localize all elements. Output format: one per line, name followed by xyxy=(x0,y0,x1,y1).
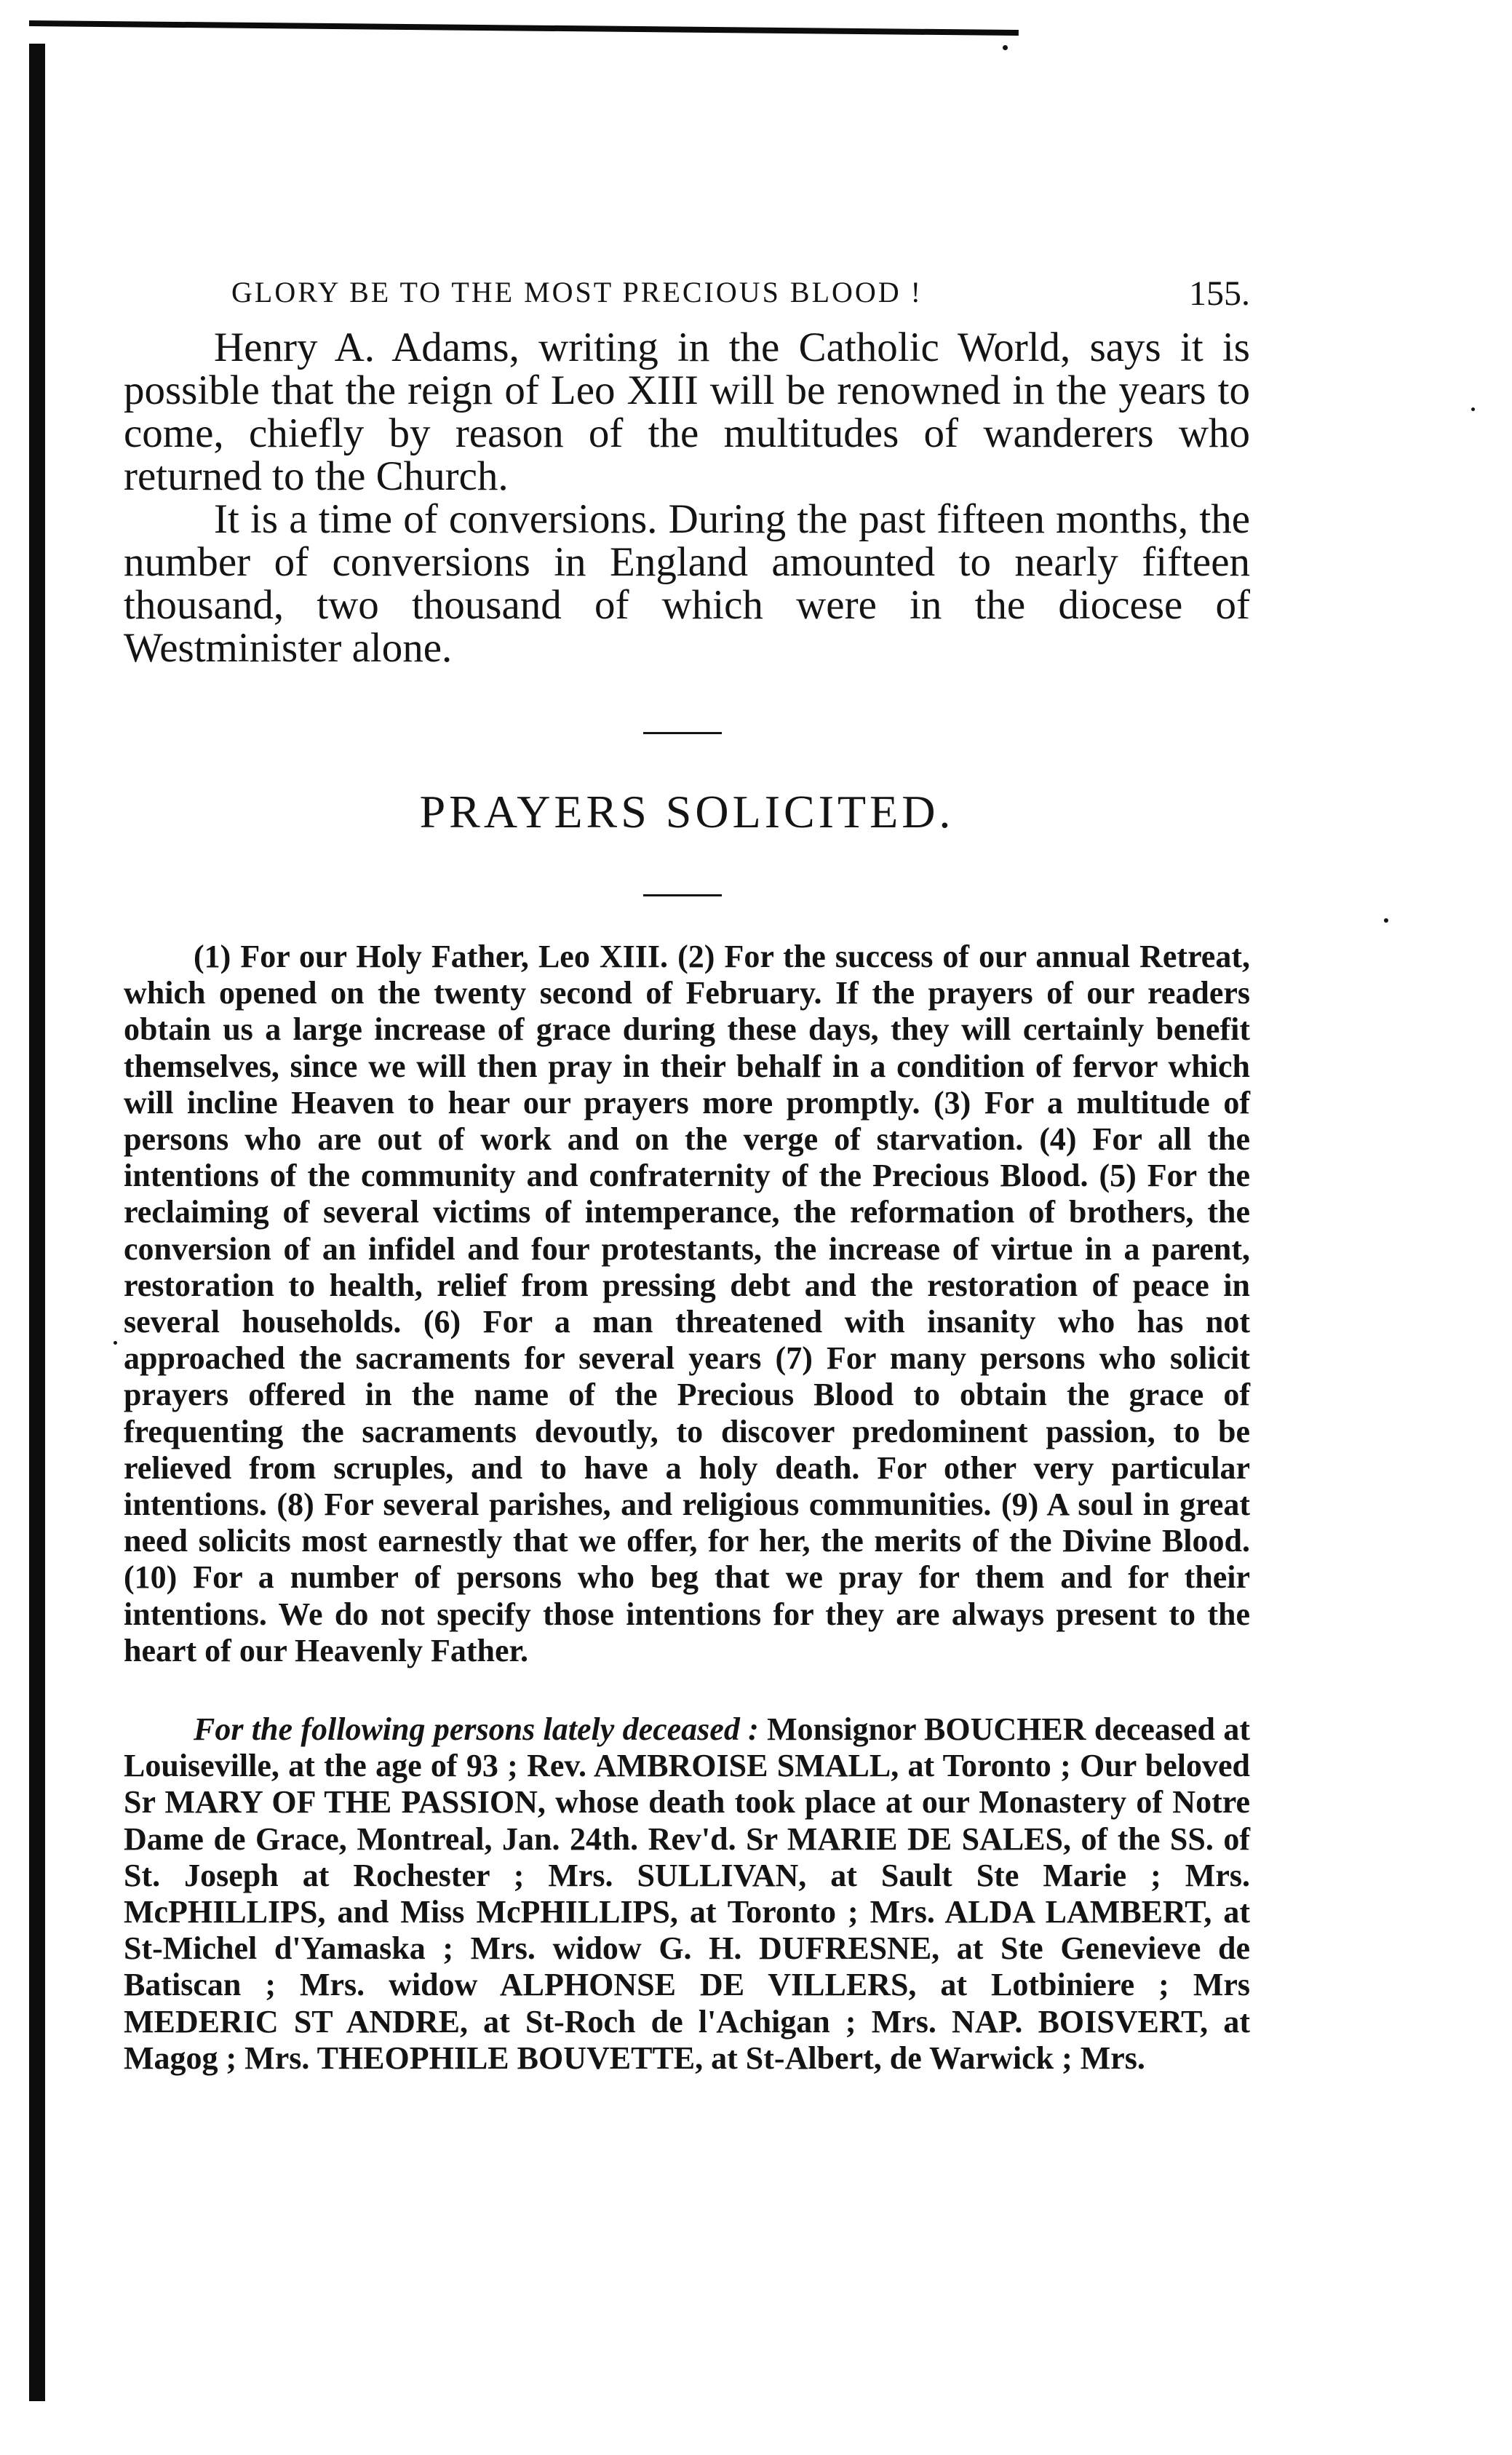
body-text xyxy=(124,326,1250,669)
deceased-lead: For the following persons lately deceased : xyxy=(194,1711,759,1748)
scan-border-left xyxy=(29,44,45,2401)
page-number: 155. xyxy=(1189,274,1250,313)
running-head xyxy=(124,275,1250,314)
paragraph-adams: Henry A. Adams, writing in the Catholic World, says it is possible that the reign of Leo XIII will be renowned in the years to come, chiefly by reason of the multitudes of wanderers who returned to the Church. xyxy=(124,325,1250,499)
scan-speck xyxy=(1471,407,1475,411)
deceased-list: Monsignor BOUCHER deceased at Louiseville, at the age of 93 ; Rev. AMBROISE SMALL, at Toronto ; Our beloved Sr MARY OF THE PASSION, whose death took place at our Monastery of Notre Dame de Grace, Montreal, Jan. 24th. Rev'd. Sr MARIE DE SALES, of the SS. of St. Joseph at Rochester ; Mrs. SULLIVAN, at Sault Ste Marie ; Mrs. McPHILLIPS, and Miss McPHILLIPS, at Toronto ; Mrs. ALDA LAMBERT, at St-Michel d'Yamaska ; Mrs. widow G. H. DUFRESNE, at Ste Genevieve de Batiscan ; Mrs. widow ALPHONSE DE VILLERS, at Lotbiniere ; Mrs MEDERIC ST ANDRE, at St-Roch de l'Achigan ; Mrs. NAP. BOISVERT, at Magog ; Mrs. THEOPHILE BOUVETTE, at St-Albert, de Warwick ; Mrs. xyxy=(124,1711,1251,2076)
scan-speck xyxy=(1384,918,1388,923)
paragraph-conversions: It is a time of conversions. During the past fifteen months, the number of conversions in England amounted to nearly fifteen thousand, two thousand of which were in the diocese of Westminister alone. xyxy=(124,496,1250,671)
prayers-paragraph: (1) For our Holy Father, Leo XIII. (2) For the success of our annual Retreat, which opened on the twenty second of February. If the prayers of our readers obtain us a large increase of grace during these days, they will certainly benefit themselves, since we will then pray in their behalf in a condition of fervor which will incline Heaven to hear our prayers more promptly. (3) For a multitude of persons who are out of work and on the verge of starvation. (4) For all the intentions of the community and confraternity of the Precious Blood. (5) For the reclaiming of several victims of intemperance, the reformation of brothers, the conversion of an infidel and four protestants, the increase of virtue in a parent, restoration to health, relief from pressing debt and the restoration of peace in several households. (6) For a man threatened with insanity who has not approached the sacraments for several years (7) For many persons who solicit prayers offered in the name of the Precious Blood to obtain the grace of frequenting the sacraments devoutly, to discover predominent passion, to be relieved from scruples, and to have a holy death. For other very particular intentions. (8) For several parishes, and religious communities. (9) A soul in great need solicits most earnestly that we offer, for her, the merits of the Divine Blood. (10) For a number of persons who beg that we pray for them and for their intentions. We do not specify those intentions for they are always present to the heart of our Heavenly Father. xyxy=(124,939,1250,1668)
scan-border-top xyxy=(29,20,1019,36)
section-divider-bottom xyxy=(643,894,722,896)
deceased-paragraph xyxy=(124,1711,1250,2077)
section-divider-top xyxy=(643,732,722,734)
document-page xyxy=(124,275,1250,2077)
scan-speck xyxy=(114,1341,117,1345)
running-title: GLORY BE TO THE MOST PRECIOUS BLOOD ! xyxy=(231,276,923,309)
section-heading: PRAYERS SOLICITED. xyxy=(419,786,955,837)
scan-speck xyxy=(1003,45,1008,50)
